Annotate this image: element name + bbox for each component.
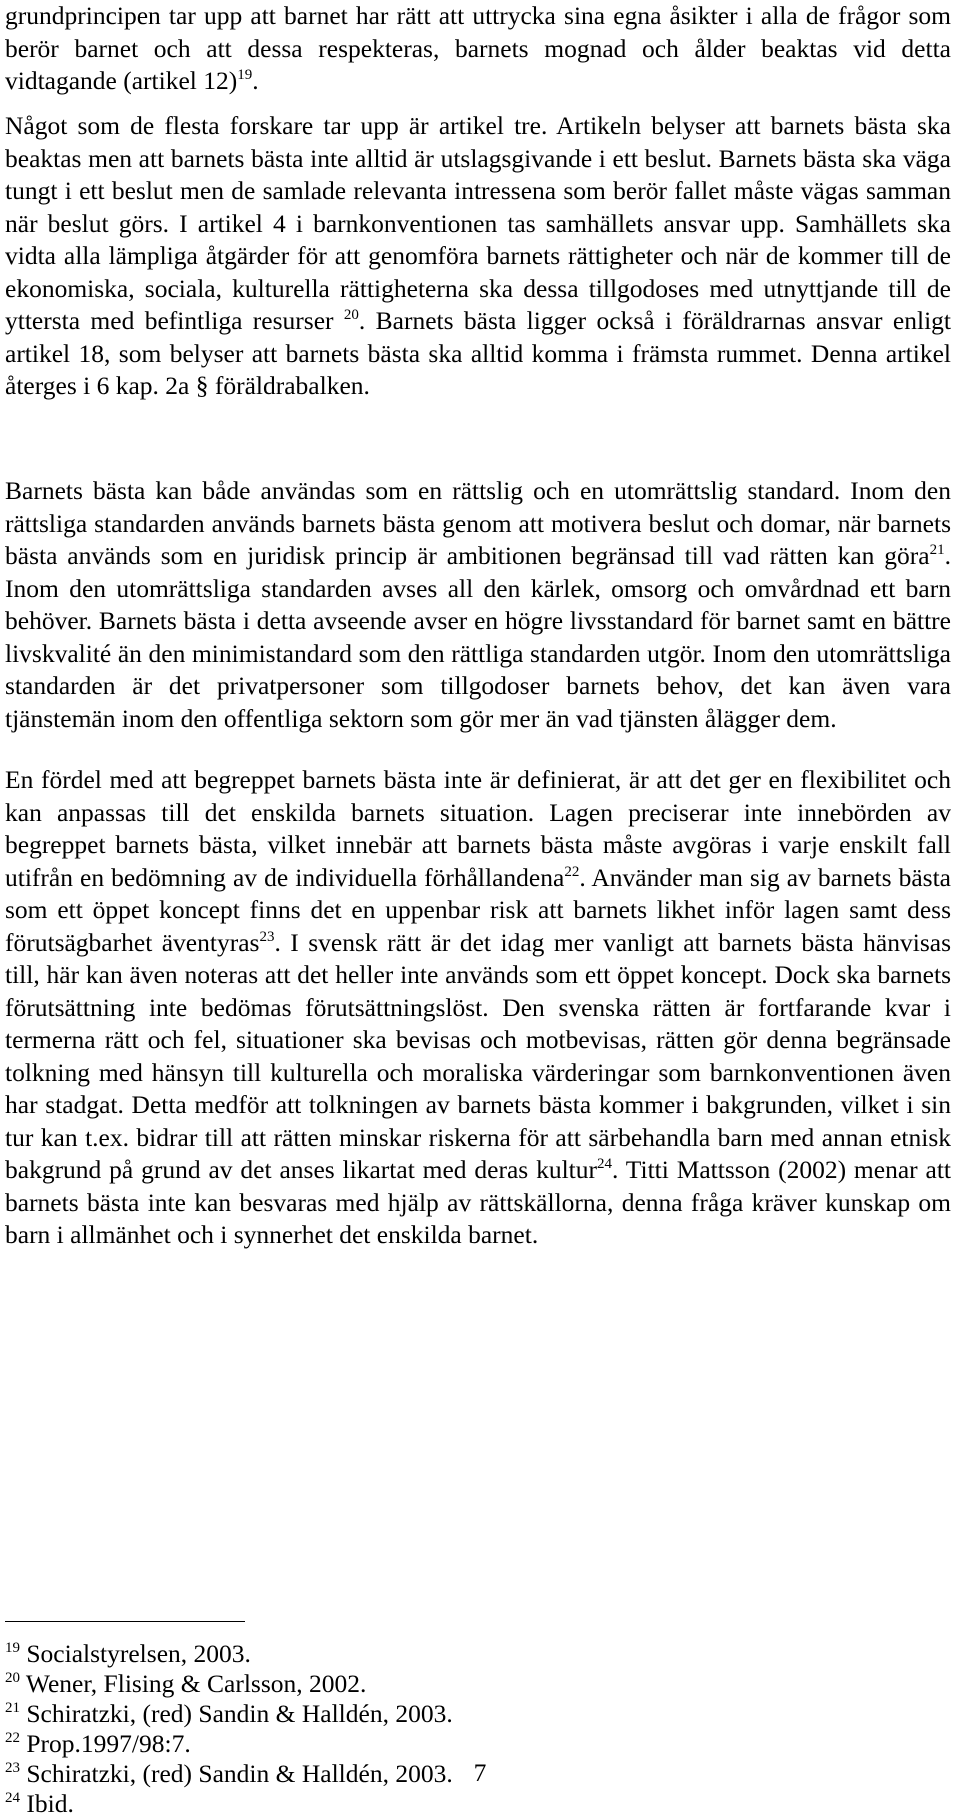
- footnote-separator: [5, 1621, 245, 1622]
- footnotes: [5, 1639, 945, 1819]
- footnote-ref-19[interactable]: 19: [237, 67, 253, 83]
- footnote-22: $^{22}$ Prop.1997/98:7.: [5, 1729, 191, 1758]
- footnote-24: $^{24}$ Ibid.: [5, 1789, 74, 1818]
- paragraph-2: [5, 110, 951, 403]
- footnote-23: $^{23}$ Schiratzki, (red) Sandin & Halldén, 2003.: [5, 1759, 453, 1788]
- paragraph-text: Något som de flesta forskare tar upp är artikel tre. Artikeln belyser att barnets bästa ska beaktas men att barnets bästa inte alltid är utslagsgivande i ett beslut. Barnets bästa ska väga tungt i ett beslut men de samlade relevanta intressena som berör fallet måste vägas samman när beslut görs. I artikel 4 i barnkonventionen tas samhällets ansvar upp. Samhällets ska vidta alla lämpliga åtgärder för att genomföra barnets rättigheter och när de kommer till de ekonomiska, sociala, kulturella rättigheterna ska dessa tillgodoses med utnyttjande till de yttersta med befintliga resurser $^{20}$. Barnets bästa ligger också i föräldrarnas ansvar enligt artikel 18, som belyser att barnets bästa ska alltid komma i främsta rummet. Denna artikel återges i 6 kap. 2a § föräldrabalken.: [5, 111, 951, 400]
- page-number: 7: [473, 1758, 487, 1787]
- footnote-ref-24[interactable]: 24: [597, 1156, 613, 1172]
- footnote-ref-21[interactable]: 21: [929, 542, 945, 558]
- footnote-ref-23[interactable]: 23: [259, 928, 275, 945]
- paragraph-text: Barnets bästa kan både användas som en rättslig och en utomrättslig standard. Inom den rättsliga standarden används barnets bästa genom att motivera beslut och domar, när barnets bästa används som en juridisk princip är ambitionen begränsad till vad rätten kan göra$^{21}$. Inom den utomrättsliga standarden avses all den kärlek, omsorg och omvårdnad ett barn behöver. Barnets bästa i detta avseende avser en högre livsstandard för barnet samt en bättre livskvalité än den minimistandard som den rättliga standarden utgör. Inom den utomrättsliga standarden är det privatpersoner som tillgodoser barnets behov, det kan även vara tjänstemän inom den offentliga sektorn som gör mer än vad tjänsten ålägger dem.: [5, 476, 951, 733]
- footnote-ref-22[interactable]: 22: [564, 863, 580, 880]
- paragraph-text: grundprincipen tar upp att barnet har rätt att uttrycka sina egna åsikter i alla de frågor som berör barnet och att dessa respekteras, barnets mognad och ålder beaktas vid detta vidtagande (artikel 12)$^{19}$.: [5, 1, 951, 95]
- paragraph-1: [5, 0, 951, 98]
- footnote-21: $^{21}$ Schiratzki, (red) Sandin & Halldén, 2003.: [5, 1699, 453, 1728]
- paragraph-text: En fördel med att begreppet barnets bästa inte är definierat, är att det ger en flexibilitet och kan anpassas till det enskilda barnets situation. Lagen preciserar inte innebörden av begreppet barnets bästa, vilket innebär att barnets bästa måste avgöras i varje enskilt fall utifrån en bedömning av de individuella förhållandena$^{22}$. Använder man sig av barnets bästa som ett öppet koncept finns det en uppenbar risk att barnets likhet inför lagen samt dess förutsägbarhet äventyras$^{23}$. I svensk rätt är det idag mer vanligt att barnets bästa hänvisas till, här kan även noteras att det heller inte används som ett öppet koncept. Dock ska barnets förutsättning inte bedömas förutsättningslöst. Den svenska rätten är fortfarande kvar i termerna rätt och fel, situationer ska bevisas och motbevisas, rätten gör denna begränsade tolkning med hänsyn till kulturella och moraliska värderingar som barnkonventionen även har stadgat. Detta medför att tolkningen av barnets bästa kommer i bakgrunden, vilket i sin tur kan t.ex. bidrar till att rätten minskar riskerna för att särbehandla barn med annan etnisk bakgrund på grund av det anses likartat med deras kultur$^{24}$. Titti Mattsson (2002) menar att barnets bästa inte kan besvaras med hjälp av rättskällorna, denna fråga kräver kunskap om barn i allmänhet och i synnerhet det enskilda barnet.: [5, 765, 952, 1249]
- paragraph-3: [5, 475, 951, 735]
- paragraph-4: [5, 764, 951, 1252]
- footnote-20: $^{20}$ Wener, Flising & Carlsson, 2002.: [5, 1669, 367, 1698]
- footnote-ref-20[interactable]: 20: [343, 307, 359, 323]
- footnote-19: $^{19}$ Socialstyrelsen, 2003.: [5, 1639, 251, 1668]
